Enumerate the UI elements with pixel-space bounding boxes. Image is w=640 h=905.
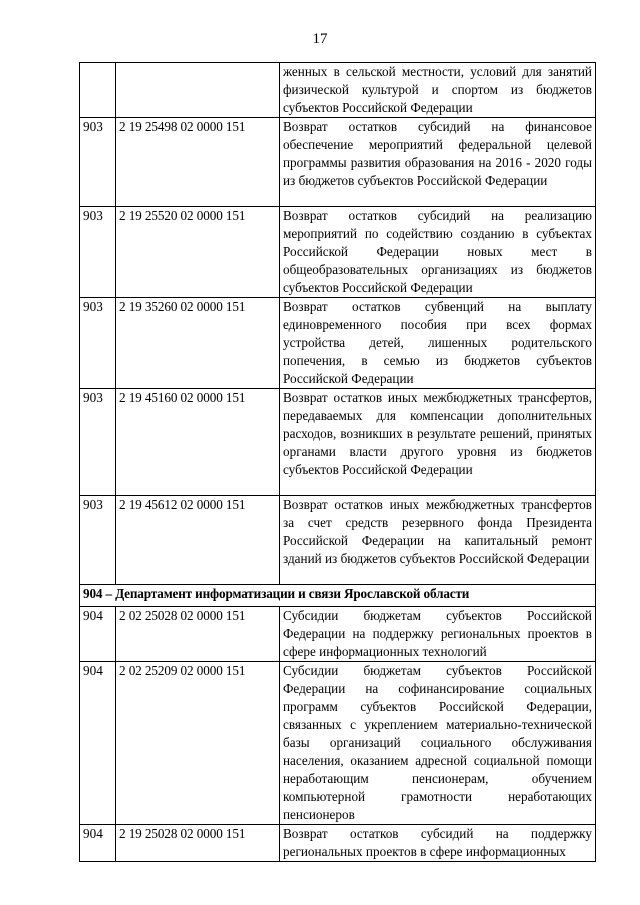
admin-code-cell: 904 [80, 607, 116, 662]
description-cell: Возврат остатков субсидий на финансовое обеспечение мероприятий федеральной целевой программы развития образования на 2016 - 2020 годы из бюджетов субъектов Российской Федерации [280, 118, 596, 207]
table-row [80, 389, 596, 496]
admin-code-cell: 904 [80, 825, 116, 862]
description-cell: Возврат остатков субсидий на поддержку региональных проектов в сфере информационных [280, 825, 596, 862]
admin-code-cell: 903 [80, 496, 116, 585]
admin-code-cell: 904 [80, 662, 116, 825]
table-row [80, 825, 596, 862]
budget-code-cell: 2 19 25028 02 0000 151 [116, 825, 280, 862]
budget-code-cell: 2 19 35260 02 0000 151 [116, 298, 280, 389]
admin-code-cell: 903 [80, 389, 116, 496]
budget-code-cell: 2 19 45160 02 0000 151 [116, 389, 280, 496]
budget-code-cell: 2 02 25209 02 0000 151 [116, 662, 280, 825]
section-title: 904 – Департамент информатизации и связи Ярославской области [80, 585, 596, 607]
budget-code-cell [116, 63, 280, 118]
budget-code-cell: 2 19 25498 02 0000 151 [116, 118, 280, 207]
description-cell: Субсидии бюджетам субъектов Российской Федерации на софинансирование социальных программ субъектов Российской Федерации, связанных с укреплением материально-технической базы организаций социального обслуживания населения, оказанием адресной социальной помощи неработающим пенсионерам, обучением компьютерной грамотности неработающих пенсионеров [280, 662, 596, 825]
budget-code-cell: 2 19 45612 02 0000 151 [116, 496, 280, 585]
table-row [80, 63, 596, 118]
table-row [80, 298, 596, 389]
admin-code-cell: 903 [80, 207, 116, 298]
table-row [80, 118, 596, 207]
section-header-row [80, 585, 596, 607]
description-cell: Возврат остатков иных межбюджетных трансфертов за счет средств резервного фонда Президента Российской Федерации на капитальный ремонт зданий из бюджетов субъектов Российской Федерации [280, 496, 596, 585]
budget-classification-table [79, 62, 596, 862]
page-number: 17 [312, 31, 328, 47]
description-cell: Возврат остатков субвенций на выплату единовременного пособия при всех формах устройства детей, лишенных родительского попечения, в семью из бюджетов субъектов Российской Федерации [280, 298, 596, 389]
admin-code-cell: 903 [80, 118, 116, 207]
table-row [80, 662, 596, 825]
admin-code-cell: 903 [80, 298, 116, 389]
description-cell: Возврат остатков субсидий на реализацию мероприятий по содействию созданию в субъектах Российской Федерации новых мест в общеобразовательных организациях из бюджетов субъектов Российской Федерации [280, 207, 596, 298]
description-cell: Возврат остатков иных межбюджетных трансфертов, передаваемых для компенсации дополнительных расходов, возникших в результате решений, принятых органами власти другого уровня из бюджетов субъектов Российской Федерации [280, 389, 596, 496]
description-cell: женных в сельской местности, условий для занятий физической культурой и спортом из бюджетов субъектов Российской Федерации [280, 63, 596, 118]
table-row [80, 607, 596, 662]
budget-code-cell: 2 19 25520 02 0000 151 [116, 207, 280, 298]
admin-code-cell [80, 63, 116, 118]
table-row [80, 207, 596, 298]
table-row [80, 496, 596, 585]
description-cell: Субсидии бюджетам субъектов Российской Федерации на поддержку региональных проектов в сфере информационных технологий [280, 607, 596, 662]
budget-code-cell: 2 02 25028 02 0000 151 [116, 607, 280, 662]
